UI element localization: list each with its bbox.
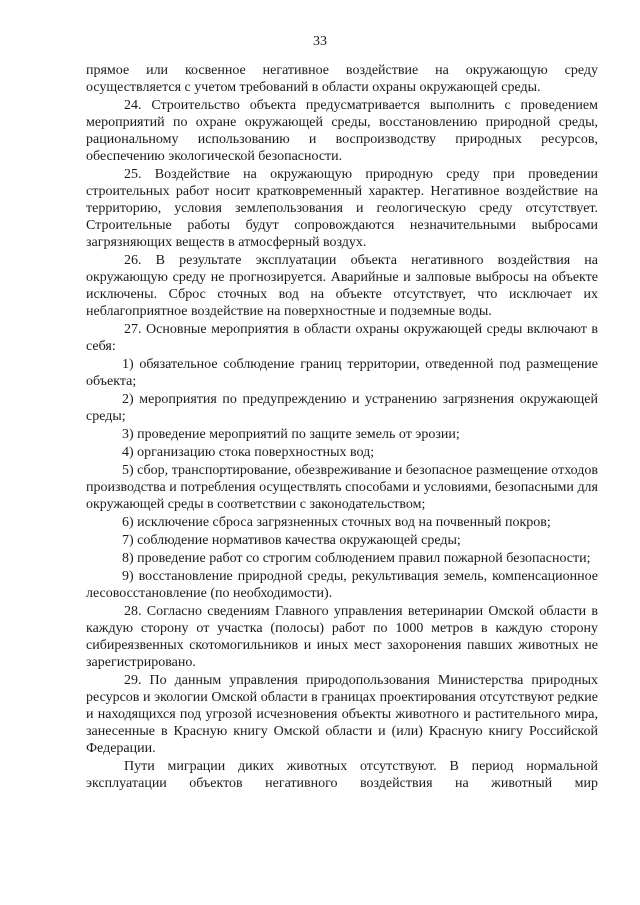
- paragraph-26: 26. В результате эксплуатации объекта негативного воздействия на окружающую среду не прогнозируется. Аварийные и залповые выбросы на объекте исключены. Сброс сточных вод на объекте отсутствует, что исключает их неблагоприятное воздействие на поверхностные и подземные воды.: [86, 253, 598, 319]
- paragraph-24: 24. Строительство объекта предусматривается выполнить с проведением мероприятий по охране окружающей среды, восстановлению природной среды, рациональному использованию и воспроизводству природных ресурсов, обеспечению экологической безопасности.: [86, 98, 598, 164]
- paragraph-28: 28. Согласно сведениям Главного управления ветеринарии Омской области в каждую сторону от участка (полосы) работ по 1000 метров в каждую сторону сибиреязвенных скотомогильников и иных мест захоронения павших животных не зарегистрировано.: [86, 604, 598, 670]
- list-item-8: 8) проведение работ со строгим соблюдением правил пожарной безопасности;: [122, 551, 591, 566]
- list-item-1: 1) обязательное соблюдение границ территории, отведенной под размещение объекта;: [86, 357, 598, 389]
- list-item-5: 5) сбор, транспортирование, обезвреживание и безопасное размещение отходов производства и потребления осуществлять способами и условиями, безопасными для окружающей среды в соответствии с законодательством;: [86, 463, 598, 512]
- paragraph-29: 29. По данным управления природопользования Министерства природных ресурсов и экологии Омской области в границах проектирования отсутствуют редкие и находящихся под угрозой исчезновения объекты животного и растительного мира, занесенные в Красную книгу Омской области и (или) Красную книгу Российской Федерации.: [86, 673, 598, 756]
- page-number: 33: [313, 34, 327, 49]
- paragraph-migration: Пути миграции диких животных отсутствуют. В период нормальной эксплуатации объектов негативного воздействия на животный мир: [86, 759, 598, 791]
- paragraph-25: 25. Воздействие на окружающую природную среду при проведении строительных работ носит кратковременный характер. Негативное воздействие на территорию, условия землепользования и геологическую среду отсутствует. Строительные работы будут сопровождаются незначительными выбросами загрязняющих веществ в атмосферный воздух.: [86, 167, 598, 250]
- paragraph-continuation: прямое или косвенное негативное воздействие на окружающую среду осуществляется с учетом требований в области охраны окружающей среды.: [86, 63, 598, 95]
- list-item-4: 4) организацию стока поверхностных вод;: [122, 445, 375, 460]
- list-item-2: 2) мероприятия по предупреждению и устранению загрязнения окружающей среды;: [86, 392, 598, 424]
- document-body: [86, 62, 598, 793]
- list-item-9: 9) восстановление природной среды, рекультивация земель, компенсационное лесовосстановление (по необходимости).: [86, 569, 598, 601]
- list-item-7: 7) соблюдение нормативов качества окружающей среды;: [122, 533, 461, 548]
- list-item-3: 3) проведение мероприятий по защите земель от эрозии;: [122, 427, 460, 442]
- list-item-6: 6) исключение сброса загрязненных сточных вод на почвенный покров;: [122, 515, 551, 530]
- paragraph-27: 27. Основные мероприятия в области охраны окружающей среды включают в себя:: [86, 322, 598, 354]
